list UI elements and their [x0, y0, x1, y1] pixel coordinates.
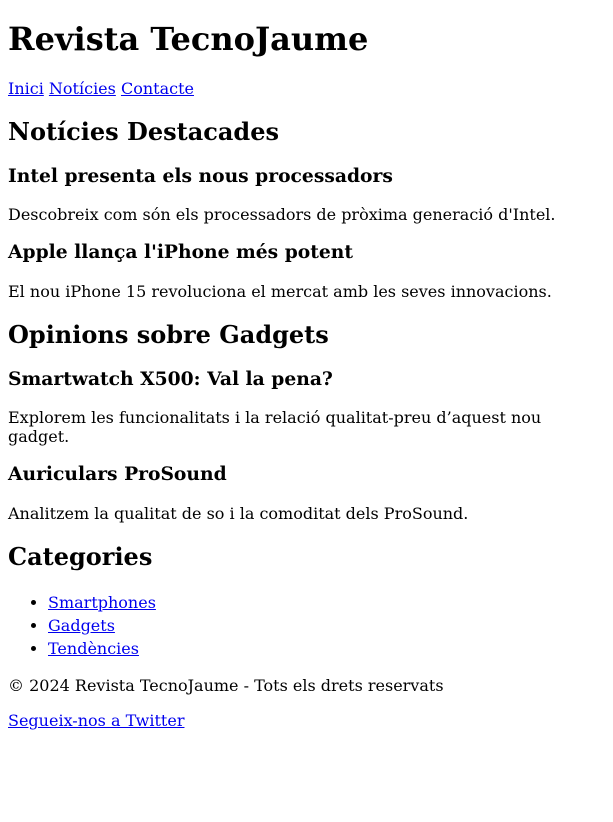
nav-link-noticies[interactable]: Notícies [48, 78, 116, 98]
list-item [48, 637, 605, 660]
categories-section [8, 543, 605, 660]
twitter-link[interactable]: Segueix-nos a Twitter [8, 711, 185, 731]
gadget-opinions-section [8, 321, 605, 523]
news-article [8, 166, 605, 225]
copyright-text: © 2024 Revista TecnoJaume - Tots els drets reservats [8, 676, 444, 696]
featured-news-section [8, 118, 605, 301]
categories-heading: Categories [8, 542, 153, 572]
article-summary: Explorem les funcionalitats i la relació qualitat-preu d’aquest nou gadget. [8, 408, 542, 447]
site-footer [8, 676, 605, 730]
article-title: Intel presenta els nous processadors [8, 164, 393, 187]
nav-link-contacte[interactable]: Contacte [120, 78, 194, 98]
site-title: Revista TecnoJaume [8, 20, 369, 58]
category-link-gadgets[interactable]: Gadgets [48, 615, 115, 635]
list-item [48, 614, 605, 637]
social-paragraph [8, 711, 605, 730]
article-summary: Descobreix com són els processadors de pròxima generació d'Intel. [8, 205, 556, 225]
categories-list [8, 591, 605, 661]
opinion-article [8, 464, 605, 523]
article-title: Smartwatch X500: Val la pena? [8, 367, 333, 390]
category-link-smartphones[interactable]: Smartphones [48, 592, 156, 612]
article-summary: Analitzem la qualitat de so i la comoditat dels ProSound. [8, 503, 469, 523]
main-nav [8, 79, 605, 98]
article-summary: El nou iPhone 15 revoluciona el mercat amb les seves innovacions. [8, 281, 552, 301]
nav-link-inici[interactable]: Inici [8, 78, 44, 98]
featured-news-heading: Notícies Destacades [8, 116, 279, 146]
list-item [48, 591, 605, 614]
gadget-opinions-heading: Opinions sobre Gadgets [8, 319, 329, 349]
page [0, 21, 613, 731]
article-title: Apple llança l'iPhone més potent [8, 241, 353, 264]
opinion-article [8, 369, 605, 447]
category-link-tendencies[interactable]: Tendències [48, 639, 139, 659]
news-article [8, 242, 605, 301]
article-title: Auriculars ProSound [8, 463, 227, 486]
site-header [8, 21, 605, 98]
